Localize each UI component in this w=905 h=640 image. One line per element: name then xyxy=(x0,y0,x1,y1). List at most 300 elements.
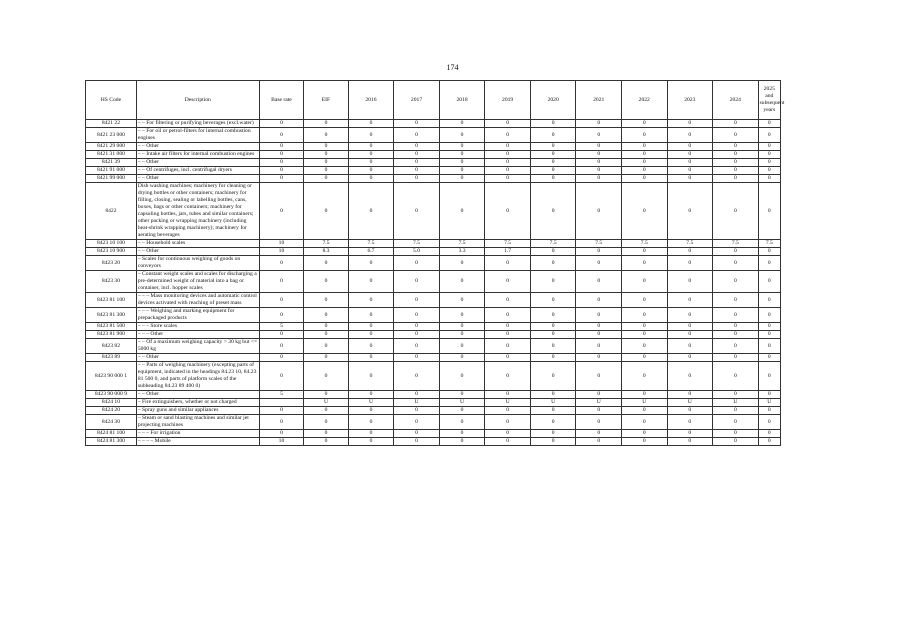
rate-cell: 0 xyxy=(348,271,394,293)
rate-cell: 0 xyxy=(485,430,531,438)
rate-cell: 0 xyxy=(439,120,485,128)
rate-cell: 0 xyxy=(667,271,713,293)
rate-cell: 0 xyxy=(758,323,780,331)
rate-cell: 0 xyxy=(621,175,667,183)
rate-cell: 0 xyxy=(304,256,348,271)
rate-cell: 0 xyxy=(348,151,394,159)
rate-cell: 7.5 xyxy=(667,240,713,248)
rate-cell: 0 xyxy=(259,407,303,415)
rate-cell: 0 xyxy=(667,323,713,331)
rate-cell: 0 xyxy=(348,407,394,415)
rate-cell: 0 xyxy=(394,183,440,240)
rate-cell: 6.7 xyxy=(348,248,394,256)
hs-code-cell: 8423 81 100 xyxy=(86,293,137,308)
rate-cell: 0 xyxy=(304,415,348,430)
rate-cell: 0 xyxy=(439,391,485,399)
rate-cell: 0 xyxy=(713,271,759,293)
column-header: 2025 and subsequent years xyxy=(758,81,780,120)
rate-cell: 0 xyxy=(439,430,485,438)
rate-cell: 0 xyxy=(394,354,440,362)
rate-cell: 0 xyxy=(485,143,531,151)
rate-cell: 0 xyxy=(439,183,485,240)
table-row xyxy=(86,120,781,128)
rate-cell: 0 xyxy=(530,183,576,240)
rate-cell: 0 xyxy=(304,128,348,143)
rate-cell: 7.5 xyxy=(439,240,485,248)
rate-cell: U xyxy=(485,399,531,407)
table-row xyxy=(86,293,781,308)
rate-cell: 0 xyxy=(621,438,667,446)
rate-cell: 7.5 xyxy=(713,240,759,248)
rate-cell: 0 xyxy=(667,407,713,415)
rate-cell: 0 xyxy=(394,438,440,446)
rate-cell: 0 xyxy=(667,308,713,323)
table-row xyxy=(86,362,781,391)
description-cell: – – Other xyxy=(136,143,259,151)
rate-cell: 0 xyxy=(621,362,667,391)
rate-cell: U xyxy=(304,399,348,407)
rate-cell: 0 xyxy=(439,175,485,183)
rate-cell: 0 xyxy=(259,256,303,271)
rate-cell: 0 xyxy=(530,143,576,151)
rate-cell: 0 xyxy=(394,308,440,323)
rate-cell: 0 xyxy=(394,175,440,183)
rate-cell: 0 xyxy=(304,143,348,151)
description-cell: – – – Weighing and marking equipment for prepackaged products xyxy=(136,308,259,323)
description-cell: – Steam or sand blasting machines and similar jet projecting machines xyxy=(136,415,259,430)
rate-cell: 0 xyxy=(485,362,531,391)
rate-cell: U xyxy=(348,399,394,407)
rate-cell: 0 xyxy=(394,430,440,438)
rate-cell: 0 xyxy=(348,183,394,240)
rate-cell: 0 xyxy=(304,339,348,354)
hs-code-cell: 8421 99 000 xyxy=(86,175,137,183)
description-cell: – – Intake air filters for internal combustion engines xyxy=(136,151,259,159)
table-row xyxy=(86,143,781,151)
rate-cell: 0 xyxy=(530,248,576,256)
rate-cell: 0 xyxy=(439,354,485,362)
rate-cell: 0 xyxy=(758,407,780,415)
rate-cell: 0 xyxy=(485,271,531,293)
rate-cell: 0 xyxy=(667,256,713,271)
rate-cell: 7.5 xyxy=(348,240,394,248)
rate-cell: 0 xyxy=(621,415,667,430)
rate-cell: 0 xyxy=(576,391,622,399)
rate-cell: 0 xyxy=(348,143,394,151)
rate-cell: U xyxy=(621,399,667,407)
rate-cell: 0 xyxy=(530,323,576,331)
rate-cell: 0 xyxy=(576,120,622,128)
column-header: 2023 xyxy=(667,81,713,120)
rate-cell: 0 xyxy=(758,331,780,339)
rate-cell: 0 xyxy=(621,256,667,271)
rate-cell: 0 xyxy=(485,120,531,128)
rate-cell: 0 xyxy=(667,128,713,143)
rate-cell: 0 xyxy=(667,415,713,430)
rate-cell: 0 xyxy=(713,354,759,362)
hs-code-cell: 8424 10 xyxy=(86,399,137,407)
rate-cell: 0 xyxy=(439,151,485,159)
rate-cell: 0 xyxy=(394,362,440,391)
rate-cell: 0 xyxy=(530,430,576,438)
rate-cell: 0 xyxy=(304,293,348,308)
column-header: 2016 xyxy=(348,81,394,120)
table-row xyxy=(86,175,781,183)
rate-cell: 0 xyxy=(439,362,485,391)
rate-cell: 0 xyxy=(576,128,622,143)
description-cell: – – – For irrigation xyxy=(136,430,259,438)
page-number: 174 xyxy=(446,63,459,72)
rate-cell: 0 xyxy=(485,339,531,354)
rate-cell: 0 xyxy=(439,415,485,430)
rate-cell: 0 xyxy=(259,271,303,293)
rate-cell: 5 xyxy=(259,323,303,331)
rate-cell: 0 xyxy=(348,167,394,175)
hs-code-cell: 8421 29 000 xyxy=(86,143,137,151)
rate-cell: 0 xyxy=(576,430,622,438)
column-header: Base rate xyxy=(259,81,303,120)
column-header: Description xyxy=(136,81,259,120)
rate-cell: 1.7 xyxy=(485,248,531,256)
description-cell: – – Of centrifuges, incl. centrifugal dryers xyxy=(136,167,259,175)
rate-cell: 0 xyxy=(485,354,531,362)
tariff-schedule-table xyxy=(85,80,785,446)
rate-cell: 0 xyxy=(530,128,576,143)
rate-cell: 0 xyxy=(576,175,622,183)
description-cell: – – Household scales xyxy=(136,240,259,248)
table-row xyxy=(86,323,781,331)
rate-cell: 5 xyxy=(259,391,303,399)
rate-cell: 0 xyxy=(758,183,780,240)
rate-cell: 0 xyxy=(439,339,485,354)
table-row xyxy=(86,248,781,256)
rate-cell: 0 xyxy=(576,271,622,293)
hs-code-cell: 8423 20 xyxy=(86,256,137,271)
rate-cell: 0 xyxy=(576,293,622,308)
column-header: 2020 xyxy=(530,81,576,120)
description-cell: – – Parts of weighing machinery (excepting parts of equipment, indicated in the headings 84.23 10, 84.23 81 500 0, and parts of platform scales of the subheading 84.23 89 400 0) xyxy=(136,362,259,391)
rate-cell: 10 xyxy=(259,438,303,446)
rate-cell: U xyxy=(713,399,759,407)
rate-cell: 0 xyxy=(713,175,759,183)
rate-cell: 0 xyxy=(485,256,531,271)
rate-cell: 0 xyxy=(485,175,531,183)
rate-cell: 0 xyxy=(713,248,759,256)
rate-cell: 0 xyxy=(439,256,485,271)
rate-cell: 0 xyxy=(348,293,394,308)
rate-cell: 0 xyxy=(259,331,303,339)
table-row xyxy=(86,430,781,438)
rate-cell: 0 xyxy=(667,339,713,354)
rate-cell: 0 xyxy=(713,308,759,323)
description-cell: – – Other xyxy=(136,391,259,399)
rate-cell: 0 xyxy=(530,167,576,175)
rate-cell: 0 xyxy=(304,159,348,167)
rate-cell: 0 xyxy=(394,167,440,175)
rate-cell: 0 xyxy=(621,354,667,362)
rate-cell: 0 xyxy=(485,159,531,167)
rate-cell: 0 xyxy=(304,308,348,323)
table-row xyxy=(86,339,781,354)
rate-cell: 0 xyxy=(485,128,531,143)
column-header: HS Code xyxy=(86,81,137,120)
rate-cell: 0 xyxy=(530,415,576,430)
rate-cell: 0 xyxy=(348,175,394,183)
rate-cell: 0 xyxy=(621,159,667,167)
rate-cell: 0 xyxy=(713,159,759,167)
column-header: EIF xyxy=(304,81,348,120)
table-row xyxy=(86,391,781,399)
rate-cell: 0 xyxy=(530,308,576,323)
rate-cell: 0 xyxy=(259,120,303,128)
rate-cell: 0 xyxy=(304,120,348,128)
rate-cell: 0 xyxy=(348,120,394,128)
rate-cell: 0 xyxy=(758,293,780,308)
rate-cell: 0 xyxy=(439,407,485,415)
rate-cell: 0 xyxy=(259,339,303,354)
rate-cell: 7.5 xyxy=(394,240,440,248)
rate-cell: 0 xyxy=(713,438,759,446)
rate-cell: 0 xyxy=(621,430,667,438)
rate-cell: 8.3 xyxy=(304,248,348,256)
rate-cell: 0 xyxy=(259,430,303,438)
rate-cell: 0 xyxy=(621,183,667,240)
table-row xyxy=(86,256,781,271)
rate-cell: 0 xyxy=(667,293,713,308)
rate-cell: 0 xyxy=(259,354,303,362)
rate-cell: 0 xyxy=(576,339,622,354)
rate-cell: 0 xyxy=(259,175,303,183)
column-header: 2019 xyxy=(485,81,531,120)
rate-cell: 0 xyxy=(259,293,303,308)
description-cell: – – For filtering or purifying beverages (excl.water) xyxy=(136,120,259,128)
rate-cell: 0 xyxy=(439,143,485,151)
rate-cell: 0 xyxy=(713,120,759,128)
rate-cell: 0 xyxy=(713,331,759,339)
rate-cell: 0 xyxy=(348,159,394,167)
rate-cell xyxy=(259,399,303,407)
rate-cell: 0 xyxy=(621,323,667,331)
rate-cell: 0 xyxy=(713,391,759,399)
description-cell: – Constant weight scales and scales for discharging a pre-determined weight of material into a bag or container, incl. hopper scales xyxy=(136,271,259,293)
rate-cell: 0 xyxy=(621,407,667,415)
description-cell: – – – – Mobile xyxy=(136,438,259,446)
rate-cell: 0 xyxy=(667,183,713,240)
table-row xyxy=(86,407,781,415)
rate-cell: 0 xyxy=(439,438,485,446)
rate-cell: 0 xyxy=(713,407,759,415)
rate-cell: 0 xyxy=(621,248,667,256)
hs-code-cell: 8424 30 xyxy=(86,415,137,430)
hs-code-cell: 8421 91 000 xyxy=(86,167,137,175)
rate-cell: 0 xyxy=(259,151,303,159)
rate-cell: 0 xyxy=(758,430,780,438)
rate-cell: 0 xyxy=(576,438,622,446)
rate-cell: U xyxy=(439,399,485,407)
rate-cell: 0 xyxy=(348,323,394,331)
rate-cell: 0 xyxy=(758,167,780,175)
rate-cell: 7.5 xyxy=(304,240,348,248)
rate-cell: 0 xyxy=(667,167,713,175)
hs-code-cell: 8421 23 000 xyxy=(86,128,137,143)
description-cell: – Fire extinguishers, whether or not charged xyxy=(136,399,259,407)
rate-cell: 7.5 xyxy=(485,240,531,248)
rate-cell: 0 xyxy=(758,175,780,183)
hs-code-cell: 8423 90 000 9 xyxy=(86,391,137,399)
rate-cell: 0 xyxy=(713,128,759,143)
table-header-row xyxy=(86,81,781,120)
table-row xyxy=(86,128,781,143)
rate-cell: 0 xyxy=(758,271,780,293)
rate-cell: 0 xyxy=(713,183,759,240)
column-header: 2024 xyxy=(713,81,759,120)
rate-cell: 0 xyxy=(394,331,440,339)
rate-cell: U xyxy=(667,399,713,407)
rate-cell: 0 xyxy=(621,331,667,339)
rate-cell: 0 xyxy=(758,362,780,391)
rate-cell: 0 xyxy=(348,354,394,362)
rate-cell: 0 xyxy=(348,339,394,354)
rate-cell: 0 xyxy=(667,362,713,391)
rate-cell: 0 xyxy=(621,151,667,159)
description-cell: – – – Store scales xyxy=(136,323,259,331)
hs-code-cell: 8423 89 xyxy=(86,354,137,362)
column-header: 2018 xyxy=(439,81,485,120)
rate-cell: 0 xyxy=(304,438,348,446)
rate-cell: 0 xyxy=(576,331,622,339)
hs-code-cell: 8421 22 xyxy=(86,120,137,128)
rate-cell: 0 xyxy=(530,438,576,446)
rate-cell: 0 xyxy=(259,159,303,167)
rate-cell: 0 xyxy=(713,339,759,354)
rate-cell: 0 xyxy=(485,407,531,415)
rate-cell: 0 xyxy=(667,175,713,183)
rate-cell: 0 xyxy=(304,407,348,415)
rate-cell: 0 xyxy=(530,271,576,293)
rate-cell: 0 xyxy=(485,151,531,159)
description-cell: – – Other xyxy=(136,354,259,362)
rate-cell: 0 xyxy=(530,159,576,167)
rate-cell: 0 xyxy=(576,323,622,331)
rate-cell: 0 xyxy=(530,293,576,308)
hs-code-cell: 8424 81 100 xyxy=(86,430,137,438)
rate-cell: 0 xyxy=(394,339,440,354)
rate-cell: 0 xyxy=(576,143,622,151)
rate-cell: 0 xyxy=(667,143,713,151)
rate-cell: 0 xyxy=(576,308,622,323)
rate-cell: 0 xyxy=(485,331,531,339)
rate-cell: 0 xyxy=(667,391,713,399)
rate-cell: 0 xyxy=(530,120,576,128)
rate-cell: 0 xyxy=(259,308,303,323)
rate-cell: 0 xyxy=(576,248,622,256)
rate-cell: 0 xyxy=(439,167,485,175)
table-row xyxy=(86,331,781,339)
rate-cell: 0 xyxy=(348,362,394,391)
column-header: 2021 xyxy=(576,81,622,120)
rate-cell: 0 xyxy=(758,151,780,159)
rate-cell: 0 xyxy=(758,248,780,256)
rate-cell: 7.5 xyxy=(621,240,667,248)
hs-code-cell: 8423 81 500 xyxy=(86,323,137,331)
rate-cell: 0 xyxy=(713,323,759,331)
rate-cell: 0 xyxy=(667,248,713,256)
table-row xyxy=(86,308,781,323)
column-header: 2022 xyxy=(621,81,667,120)
rate-cell: 0 xyxy=(758,159,780,167)
rate-cell: 0 xyxy=(439,128,485,143)
rate-cell: 0 xyxy=(304,271,348,293)
rate-cell: 0 xyxy=(439,323,485,331)
table-row xyxy=(86,151,781,159)
rate-cell: 0 xyxy=(304,175,348,183)
rate-cell: 0 xyxy=(758,143,780,151)
description-cell: – – Other xyxy=(136,248,259,256)
table-row xyxy=(86,271,781,293)
rate-cell: 0 xyxy=(394,159,440,167)
hs-code-cell: 8423 10 100 xyxy=(86,240,137,248)
rate-cell: 0 xyxy=(621,391,667,399)
rate-cell: U xyxy=(394,399,440,407)
rate-cell: 0 xyxy=(394,391,440,399)
rate-cell: 0 xyxy=(348,430,394,438)
rate-cell: 0 xyxy=(394,407,440,415)
rate-cell: 0 xyxy=(758,339,780,354)
description-cell: – – For oil or petrol-filters for internal combustion engines xyxy=(136,128,259,143)
rate-cell: 0 xyxy=(304,151,348,159)
hs-code-cell: 8423 81 300 xyxy=(86,308,137,323)
hs-code-cell: 8421 31 000 xyxy=(86,151,137,159)
rate-cell: 0 xyxy=(485,438,531,446)
rate-cell: 5.0 xyxy=(394,248,440,256)
rate-cell: 0 xyxy=(530,256,576,271)
rate-cell: 0 xyxy=(713,362,759,391)
rate-cell: 0 xyxy=(304,391,348,399)
table-row xyxy=(86,354,781,362)
rate-cell: 0 xyxy=(348,128,394,143)
rate-cell: 0 xyxy=(621,271,667,293)
rate-cell: 0 xyxy=(621,308,667,323)
rate-cell: 0 xyxy=(439,293,485,308)
rate-cell: 0 xyxy=(530,151,576,159)
rate-cell: U xyxy=(530,399,576,407)
rate-cell: 0 xyxy=(259,128,303,143)
hs-code-cell: 8423 10 900 xyxy=(86,248,137,256)
hs-code-cell: 8424 81 300 xyxy=(86,438,137,446)
rate-cell: 0 xyxy=(348,256,394,271)
rate-cell: 0 xyxy=(758,128,780,143)
description-cell: Dish washing machines; machinery for cleaning or drying bottles or other containers; machinery for filling, closing, sealing or labelling bottles, cans, boxes, bags or other containers; machinery for capsuling bottles, jars, tubes and similar containers; other packing or wrapping machinery (including heat-shrink wrapping machinery); machinery for aerating beverages xyxy=(136,183,259,240)
rate-cell: 0 xyxy=(667,354,713,362)
table-row xyxy=(86,167,781,175)
rate-cell: 0 xyxy=(530,175,576,183)
rate-cell: 0 xyxy=(576,183,622,240)
rate-cell: 0 xyxy=(348,415,394,430)
hs-code-cell: 8423 90 000 1 xyxy=(86,362,137,391)
rate-cell: 0 xyxy=(304,354,348,362)
rate-cell: 0 xyxy=(394,151,440,159)
rate-cell: 0 xyxy=(304,323,348,331)
rate-cell: 0 xyxy=(758,354,780,362)
rate-cell: 0 xyxy=(439,271,485,293)
rate-cell: 0 xyxy=(530,407,576,415)
rate-cell: 0 xyxy=(758,308,780,323)
rate-cell: 0 xyxy=(485,391,531,399)
rate-cell: 0 xyxy=(713,143,759,151)
rate-cell: 0 xyxy=(576,159,622,167)
rate-cell: 0 xyxy=(394,128,440,143)
rate-cell: 7.5 xyxy=(576,240,622,248)
